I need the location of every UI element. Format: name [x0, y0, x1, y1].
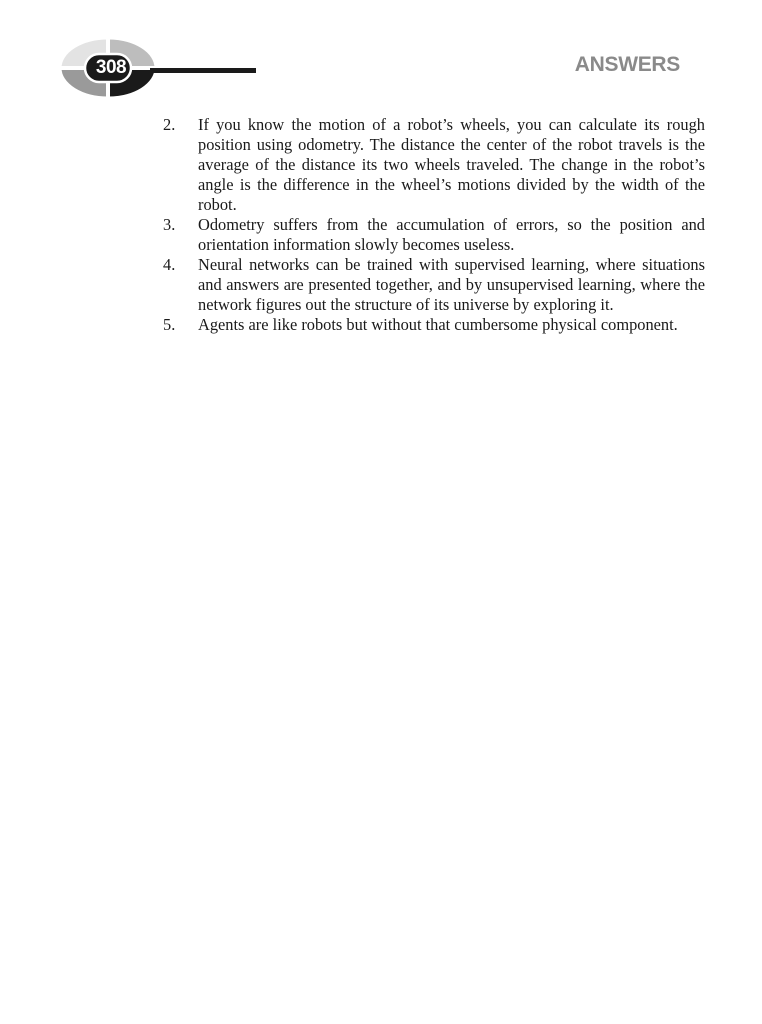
answer-item — [163, 215, 705, 255]
page-number-badge — [58, 37, 158, 99]
answer-text: Odometry suffers from the accumulation of errors, so the position and orientation information slowly becomes useless. — [198, 215, 705, 254]
section-title: ANSWERS — [574, 53, 680, 76]
answers-list — [163, 115, 705, 335]
header-rule — [150, 68, 256, 73]
answer-text: If you know the motion of a robot’s wheels, you can calculate its rough position using odometry. The distance the center of the robot travels is the average of the distance its two wheels traveled. The change in the robot’s angle is the difference in the wheel’s motions divided by the width of the robot. — [198, 115, 705, 214]
page-number: 308 — [95, 57, 127, 78]
answer-item — [163, 315, 705, 335]
answer-number: 2. — [163, 115, 176, 134]
answer-number: 5. — [163, 315, 176, 334]
answer-text: Neural networks can be trained with supervised learning, where situations and answers are presented together, and by unsupervised learning, where the network figures out the structure of its universe by exploring it. — [198, 255, 705, 314]
answer-number: 4. — [163, 255, 176, 274]
answer-text: Agents are like robots but without that cumbersome physical component. — [198, 315, 678, 334]
answer-item — [163, 255, 705, 315]
answer-item — [163, 115, 705, 215]
answer-number: 3. — [163, 215, 176, 234]
